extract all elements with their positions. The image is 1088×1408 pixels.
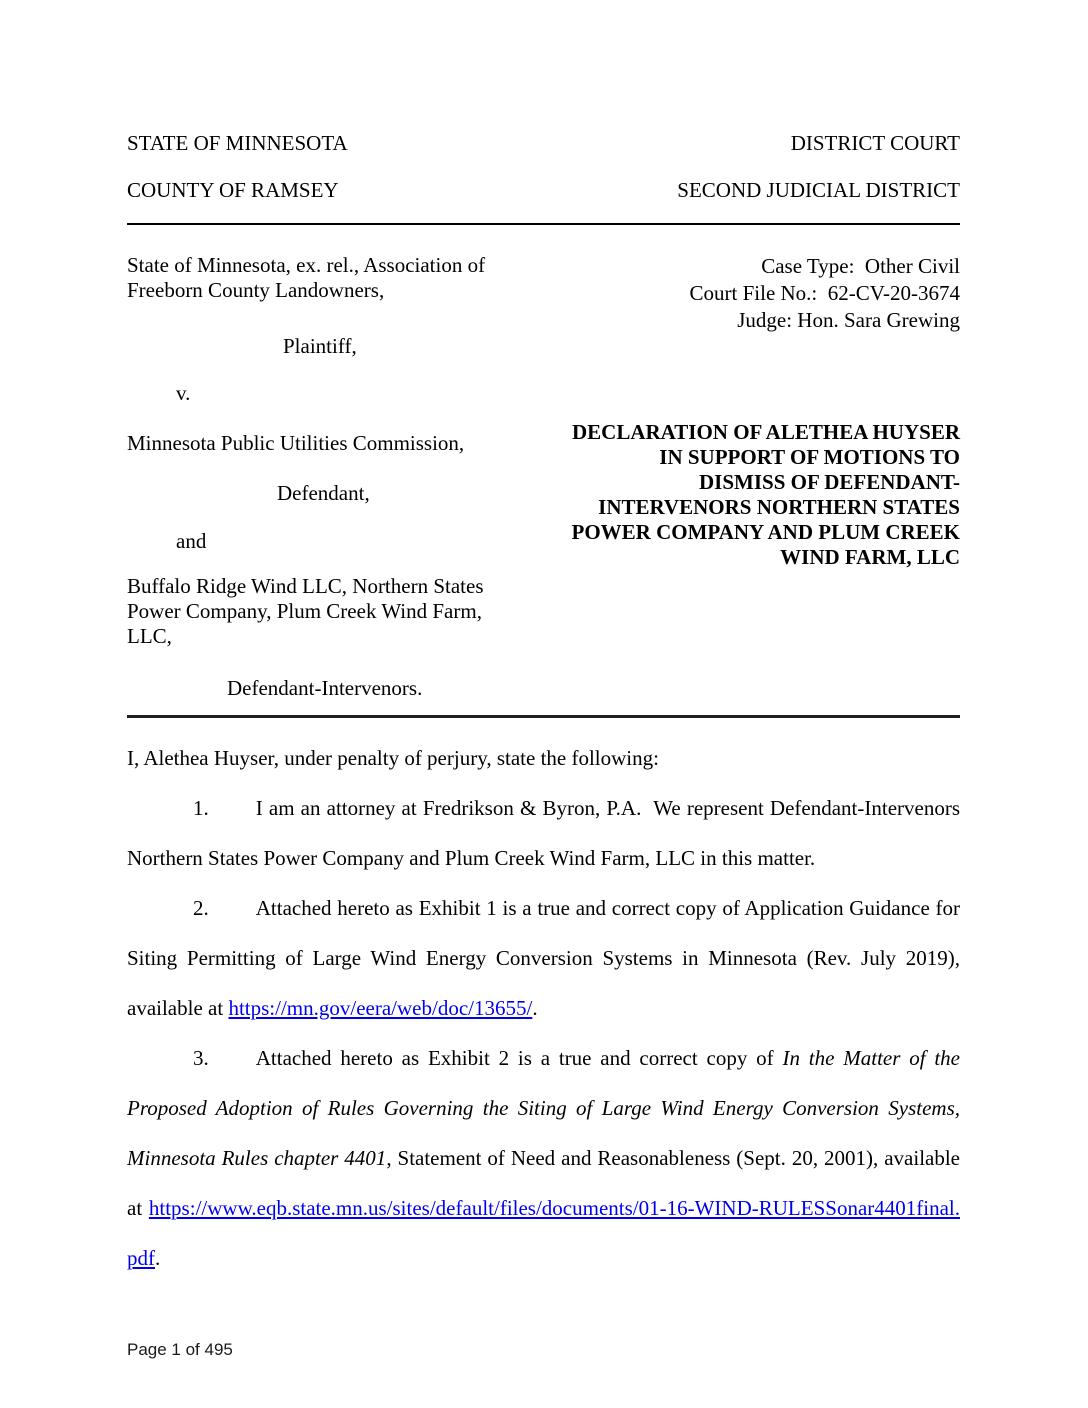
paragraph-1-number: 1. (193, 796, 209, 820)
document-title-line: DISMISS OF DEFENDANT- (699, 470, 960, 494)
conjunction-label: and (176, 529, 207, 553)
caption-case-details (527, 253, 960, 701)
county-label: COUNTY OF RAMSEY (127, 178, 339, 202)
caption-divider-bottom (127, 715, 960, 718)
intervenor-role: Defendant-Intervenors. (227, 676, 423, 700)
court-heading-row-1 (127, 131, 960, 156)
case-type: Case Type: Other Civil (761, 254, 960, 278)
plaintiff-name: State of Minnesota, ex. rel., Association of Freeborn County Landowners, (127, 253, 486, 302)
paragraph-1 (127, 783, 960, 883)
defendant-role: Defendant, (277, 481, 370, 505)
versus-label: v. (176, 381, 191, 405)
intervenor-names: Buffalo Ridge Wind LLC, Northern States Power Company, Plum Creek Wind Farm, LLC, (127, 574, 484, 648)
court-label: DISTRICT COURT (790, 131, 960, 155)
document-title-line: WIND FARM, LLC (780, 545, 960, 569)
paragraph-3 (127, 1033, 960, 1283)
document-title-line: POWER COMPANY AND PLUM CREEK (571, 520, 960, 544)
page-number-label: Page 1 of 495 (127, 1340, 233, 1359)
state-label: STATE OF MINNESOTA (127, 131, 348, 155)
plaintiff-role: Plaintiff, (283, 334, 357, 358)
case-caption (127, 253, 960, 701)
document-title-line: INTERVENORS NORTHERN STATES (598, 495, 960, 519)
judge-name: Judge: Hon. Sara Grewing (737, 308, 960, 332)
district-label: SECOND JUDICIAL DISTRICT (677, 178, 960, 202)
exhibit-2-link[interactable]: https://www.eqb.state.mn.us/sites/default/files/documents/01-16-WIND-RULESSonar4401final.pdf (127, 1196, 960, 1270)
document-title-line: DECLARATION OF ALETHEA HUYSER (572, 420, 960, 444)
paragraph-2-period: . (532, 996, 538, 1020)
declaration-intro: I, Alethea Huyser, under penalty of perjury, state the following: (127, 746, 659, 770)
court-file-number: Court File No.: 62-CV-20-3674 (689, 281, 960, 305)
document-title-line: IN SUPPORT OF MOTIONS TO (659, 445, 960, 469)
defendant-name: Minnesota Public Utilities Commission, (127, 431, 465, 455)
caption-parties (127, 253, 527, 701)
paragraph-3-number: 3. (193, 1046, 209, 1070)
document-content (127, 0, 960, 1283)
case-info-block (527, 253, 960, 334)
paragraph-2-text: Attached hereto as Exhibit 1 is a true and correct copy of Application Guidance for Siting Permitting of Large Wind Energy Conversion Systems in Minnesota (Rev. July 2019), available at (127, 896, 960, 1020)
case-citation-italic: In the Matter of the Proposed Adoption of Rules Governing the Siting of Large Wind Energy Conversion Systems, Minnesota Rules chapter 4401 (127, 1046, 961, 1170)
court-heading-row-2 (127, 178, 960, 203)
paragraph-1-text: I am an attorney at Fredrikson & Byron, P.A. We represent Defendant-Intervenors Northern States Power Company and Plum Creek Wind Farm, LLC in this matter. (127, 796, 960, 870)
caption-divider-top (127, 223, 960, 225)
paragraph-2 (127, 883, 960, 1033)
paragraph-3-period: . (155, 1246, 161, 1270)
paragraph-3-text: Attached hereto as Exhibit 2 is a true and correct copy of (255, 1046, 783, 1070)
paragraph-3-text-continued: , Statement of Need and Reasonableness (Sept. 20, 2001), available at (127, 1146, 961, 1220)
paragraph-2-number: 2. (193, 896, 209, 920)
document-title (527, 420, 960, 570)
exhibit-1-link[interactable]: https://mn.gov/eera/web/doc/13655/ (228, 996, 533, 1020)
declaration-body (127, 733, 960, 1283)
